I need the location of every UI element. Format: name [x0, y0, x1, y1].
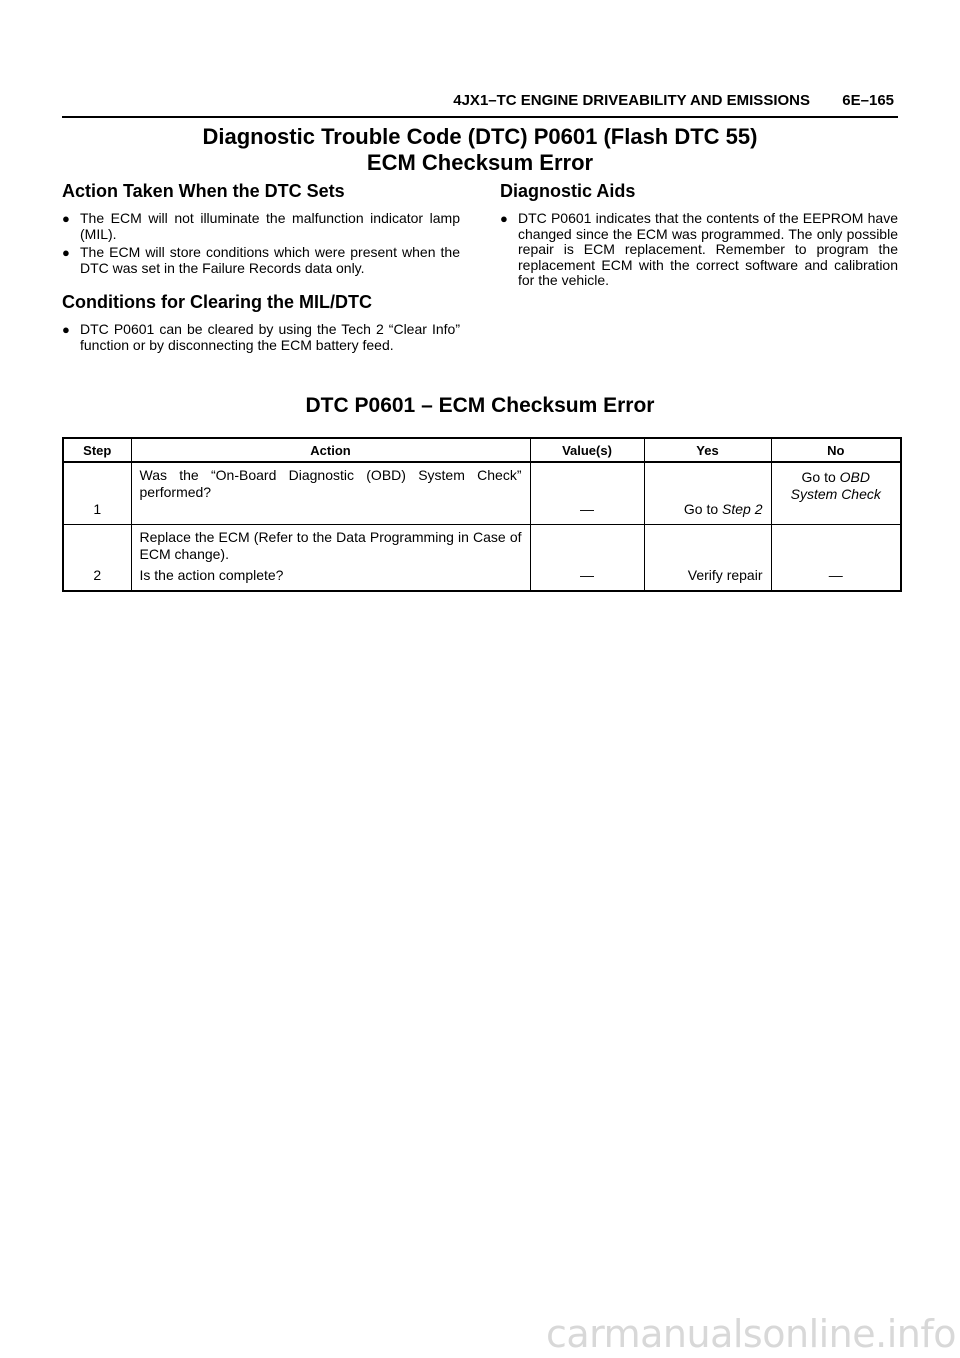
header-yes: Yes	[644, 438, 771, 462]
page-number: 6E–165	[842, 92, 894, 109]
table-title: DTC P0601 – ECM Checksum Error	[305, 394, 655, 417]
section-title: 4JX1–TC ENGINE DRIVEABILITY AND EMISSIONS	[453, 92, 810, 109]
page-title	[62, 124, 898, 176]
diagnostic-aids-list	[500, 211, 898, 289]
conditions-clearing-list	[62, 322, 460, 353]
list-item: ● DTC P0601 indicates that the contents of the EEPROM have changed since the ECM was programmed. The only possible repair is ECM replacement. Remember to program the replacement ECM with the correct software and calibration for the vehicle.	[500, 210, 898, 288]
step-2-link[interactable]: Step 2	[722, 501, 763, 517]
step-yes: Go to Step 2	[644, 462, 771, 525]
conditions-clearing-heading: Conditions for Clearing the MIL/DTC	[62, 292, 372, 312]
step-no: —	[771, 525, 901, 592]
step-value: —	[530, 462, 644, 525]
header-action: Action	[131, 438, 530, 462]
diagnostic-aids-heading: Diagnostic Aids	[500, 181, 636, 201]
left-column	[62, 180, 460, 356]
page-title-line2: ECM Checksum Error	[366, 150, 594, 175]
list-item: ● The ECM will not illuminate the malfunction indicator lamp (MIL).	[62, 210, 460, 242]
action-taken-list	[62, 211, 460, 276]
page-title-line1: Diagnostic Trouble Code (DTC) P0601 (Flash DTC 55)	[202, 124, 758, 149]
watermark: carmanualsonline.info	[545, 1312, 956, 1356]
step-value: —	[530, 525, 644, 592]
bullet-icon: ●	[62, 322, 70, 337]
step-action: Was the “On-Board Diagnostic (OBD) System Check” performed?	[131, 462, 530, 525]
right-column	[500, 180, 898, 292]
bullet-icon: ●	[500, 211, 508, 226]
header-no: No	[771, 438, 901, 462]
header-values: Value(s)	[530, 438, 644, 462]
obd-system-check-link[interactable]: OBD System Check	[790, 469, 881, 502]
bullet-icon: ●	[62, 211, 70, 226]
step-number: 2	[93, 567, 102, 583]
table-header-row	[63, 438, 901, 462]
action-taken-heading: Action Taken When the DTC Sets	[62, 181, 345, 201]
table-row	[63, 525, 901, 592]
page-header	[62, 86, 898, 118]
step-number: 1	[63, 462, 131, 525]
list-item: ● DTC P0601 can be cleared by using the Tech 2 “Clear Info” function or by disconnecting the ECM battery feed.	[62, 321, 460, 353]
step-no: Go to OBD System Check	[771, 462, 901, 525]
step-yes: Verify repair	[644, 525, 771, 592]
bullet-icon: ●	[62, 245, 70, 260]
diagnostic-steps-table	[62, 437, 902, 592]
table-row	[63, 462, 901, 525]
step-question: Is the action complete?	[139, 567, 284, 583]
list-item: ● The ECM will store conditions which were present when the DTC was set in the Failure Records data only.	[62, 244, 460, 276]
header-step: Step	[63, 438, 131, 462]
step-action: Replace the ECM (Refer to the Data Programming in Case of ECM change). Is the action complete?	[131, 525, 530, 592]
